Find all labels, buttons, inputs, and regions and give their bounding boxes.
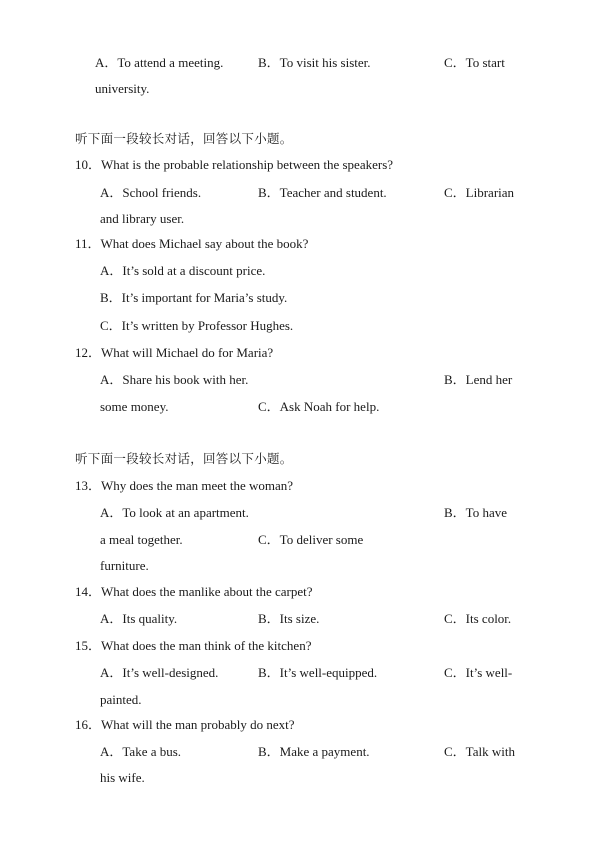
question-16-stem: 16．What will the man probably do next? [75,717,295,732]
question-13-stem: 13．Why does the man meet the woman? [75,478,294,493]
q10-option-b: B．Teacher and student. [258,185,387,200]
q11-option-b: B．It’s important for Maria’s study. [100,290,288,305]
q11-option-c: C．It’s written by Professor Hughes. [100,318,294,333]
q14-option-a: A．Its quality. [100,611,178,626]
q15-option-b: B．It’s well-equipped. [258,665,378,680]
question-11-stem: 11．What does Michael say about the book? [75,236,309,251]
q9-option-c-continued: university. [95,81,150,96]
q9-option-a: A．To attend a meeting. [95,55,224,70]
q16-option-b: B．Make a payment. [258,744,370,759]
q9-option-b: B．To visit his sister. [258,55,371,70]
q12-option-a: A．Share his book with her. [100,372,249,387]
q14-option-c: C．Its color. [444,611,512,626]
q10-option-a: A．School friends. [100,185,202,200]
section-instruction: 听下面一段较长对话，回答以下小题。 [75,451,293,466]
q13-option-c-continued: furniture. [100,558,149,573]
q9-option-c: C．To start [444,55,505,70]
q12-option-c: C．Ask Noah for help. [258,399,380,414]
question-12-stem: 12．What will Michael do for Maria? [75,345,274,360]
question-10-stem: 10．What is the probable relationship between the speakers? [75,157,394,172]
q16-option-c-continued: his wife. [100,770,145,785]
q16-option-c: C．Talk with [444,744,515,759]
q15-option-c: C．It’s well- [444,665,513,680]
q15-option-c-continued: painted. [100,692,142,707]
section-instruction: 听下面一段较长对话，回答以下小题。 [75,131,293,146]
q10-option-c-continued: and library user. [100,211,185,226]
q12-option-b-continued: some money. [100,399,169,414]
q13-option-a: A．To look at an apartment. [100,505,249,520]
q13-option-b-continued: a meal together. [100,532,183,547]
question-14-stem: 14．What does the manlike about the carpet? [75,584,313,599]
q16-option-a: A．Take a bus. [100,744,182,759]
q11-option-a: A．It’s sold at a discount price. [100,263,266,278]
q14-option-b: B．Its size. [258,611,320,626]
q13-option-b: B．To have [444,505,507,520]
q10-option-c: C．Librarian [444,185,515,200]
question-15-stem: 15．What does the man think of the kitchen? [75,638,312,653]
q12-option-b: B．Lend her [444,372,513,387]
q13-option-c: C．To deliver some [258,532,364,547]
q15-option-a: A．It’s well-designed. [100,665,219,680]
